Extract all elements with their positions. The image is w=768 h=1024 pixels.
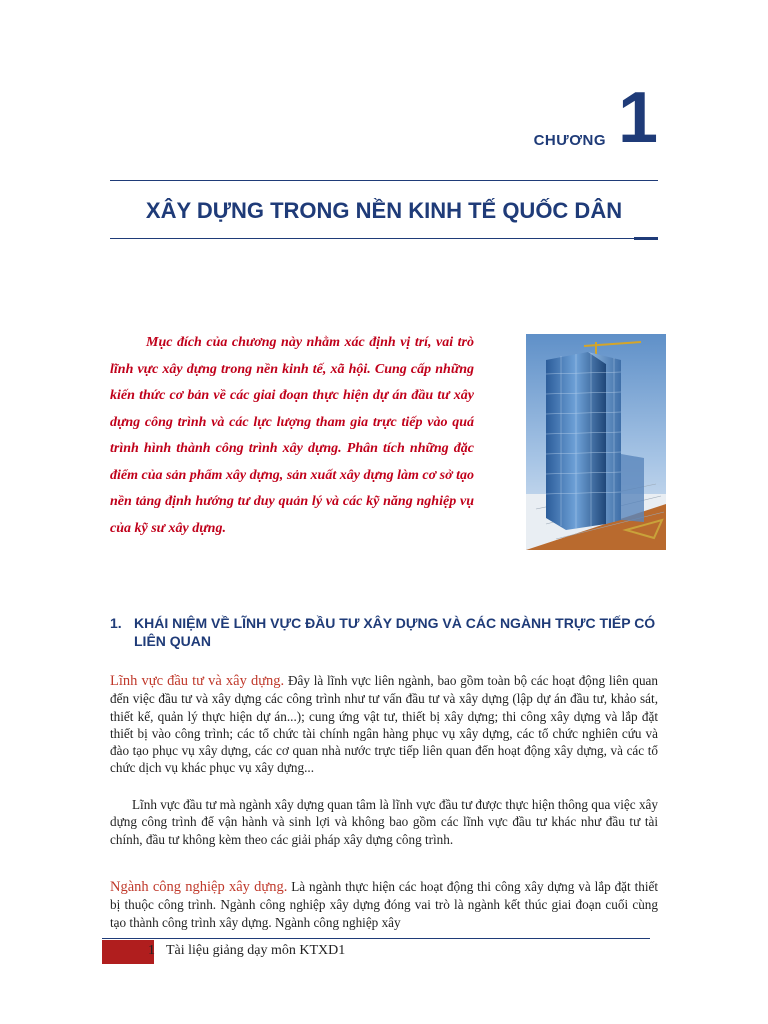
chapter-header bbox=[358, 78, 658, 158]
footer-rule bbox=[102, 938, 650, 939]
paragraph-investment-field bbox=[110, 672, 658, 777]
paragraph-body-industry: Là ngành thực hiện các hoạt động thi công xây dựng và lắp đặt thiết bị thuộc công trình. Ngành công nghiệp xây dựng đóng vai trò là ngành kết thúc giai đoạn cuối cùng tạo thành công trình xây dựng. Ngành công nghiệp xây bbox=[110, 879, 659, 930]
paragraph-lead-industry: Ngành công nghiệp xây dựng. bbox=[110, 879, 288, 895]
section-heading-text: KHÁI NIỆM VỀ LĨNH VỰC ĐẦU TƯ XÂY DỰNG VÀ CÁC NGÀNH TRỰC TIẾP CÓ LIÊN QUAN bbox=[134, 615, 656, 649]
footer-text: Tài liệu giảng dạy môn KTXD1 bbox=[166, 943, 346, 958]
title-rule-bottom bbox=[110, 238, 658, 239]
page-number-box bbox=[102, 940, 154, 964]
section-heading bbox=[110, 614, 660, 650]
section-number: 1. bbox=[110, 615, 122, 631]
paragraph-lead-investment: Lĩnh vực đầu tư và xây dựng. bbox=[110, 673, 285, 689]
building-construction-image bbox=[526, 334, 666, 550]
title-rule-accent bbox=[634, 237, 658, 240]
chapter-title: XÂY DỰNG TRONG NỀN KINH TẾ QUỐC DÂN bbox=[145, 198, 623, 223]
purpose-text: Mục đích của chương này nhằm xác định vị trí, vai trò lĩnh vực xây dựng trong nền kinh tế, xã hội. Cung cấp những kiến thức cơ bản về các giai đoạn thực hiện dự án đầu tư xây dựng công trình và các lực lượng tham gia trực tiếp vào quá trình hình thành công trình xây dựng. Phân tích những đặc điểm của sản phẩm xây dựng, sản xuất xây dựng làm cơ sở tạo nền tảng định hướng tư duy quản lý và các kỹ năng nghiệp vụ của kỹ sư xây dựng. bbox=[110, 335, 474, 536]
chapter-purpose bbox=[110, 330, 474, 542]
title-rule-top bbox=[110, 180, 658, 181]
paragraph-construction-industry bbox=[110, 878, 658, 931]
chapter-number: 1 bbox=[617, 78, 658, 158]
page-number: 1 bbox=[148, 943, 155, 958]
chapter-label: CHƯƠNG bbox=[533, 132, 606, 149]
paragraph-body-investment: Đây là lĩnh vực liên ngành, bao gồm toàn bộ các hoạt động liên quan đến việc đầu tư và xây dựng các công trình như tư vấn đầu tư và xây dựng (lập dự án đầu tư, khảo sát, thiết kế, quản lý thực hiện dự án...); cung ứng vật tư, thiết bị xây dựng; thi công xây dựng và lắp đặt thiết bị vào công trình; các tổ chức tài chính ngân hàng phục vụ xây dựng, các tổ chức nghiên cứu và đào tạo phục vụ xây dựng, các cơ quan nhà nước trực tiếp liên quan đến hoạt động xây dựng, và các tổ chức dịch vụ khác phục vụ xây dựng... bbox=[110, 673, 659, 776]
paragraph-investment-scope: Lĩnh vực đầu tư mà ngành xây dựng quan tâm là lĩnh vực đầu tư được thực hiện thông qua việc xây dựng công trình để vận hành và sinh lợi và không bao gồm các lĩnh vực đầu tư khác như đầu tư tài chính, đầu tư không kèm theo các giải pháp xây dựng công trình. bbox=[110, 797, 658, 847]
